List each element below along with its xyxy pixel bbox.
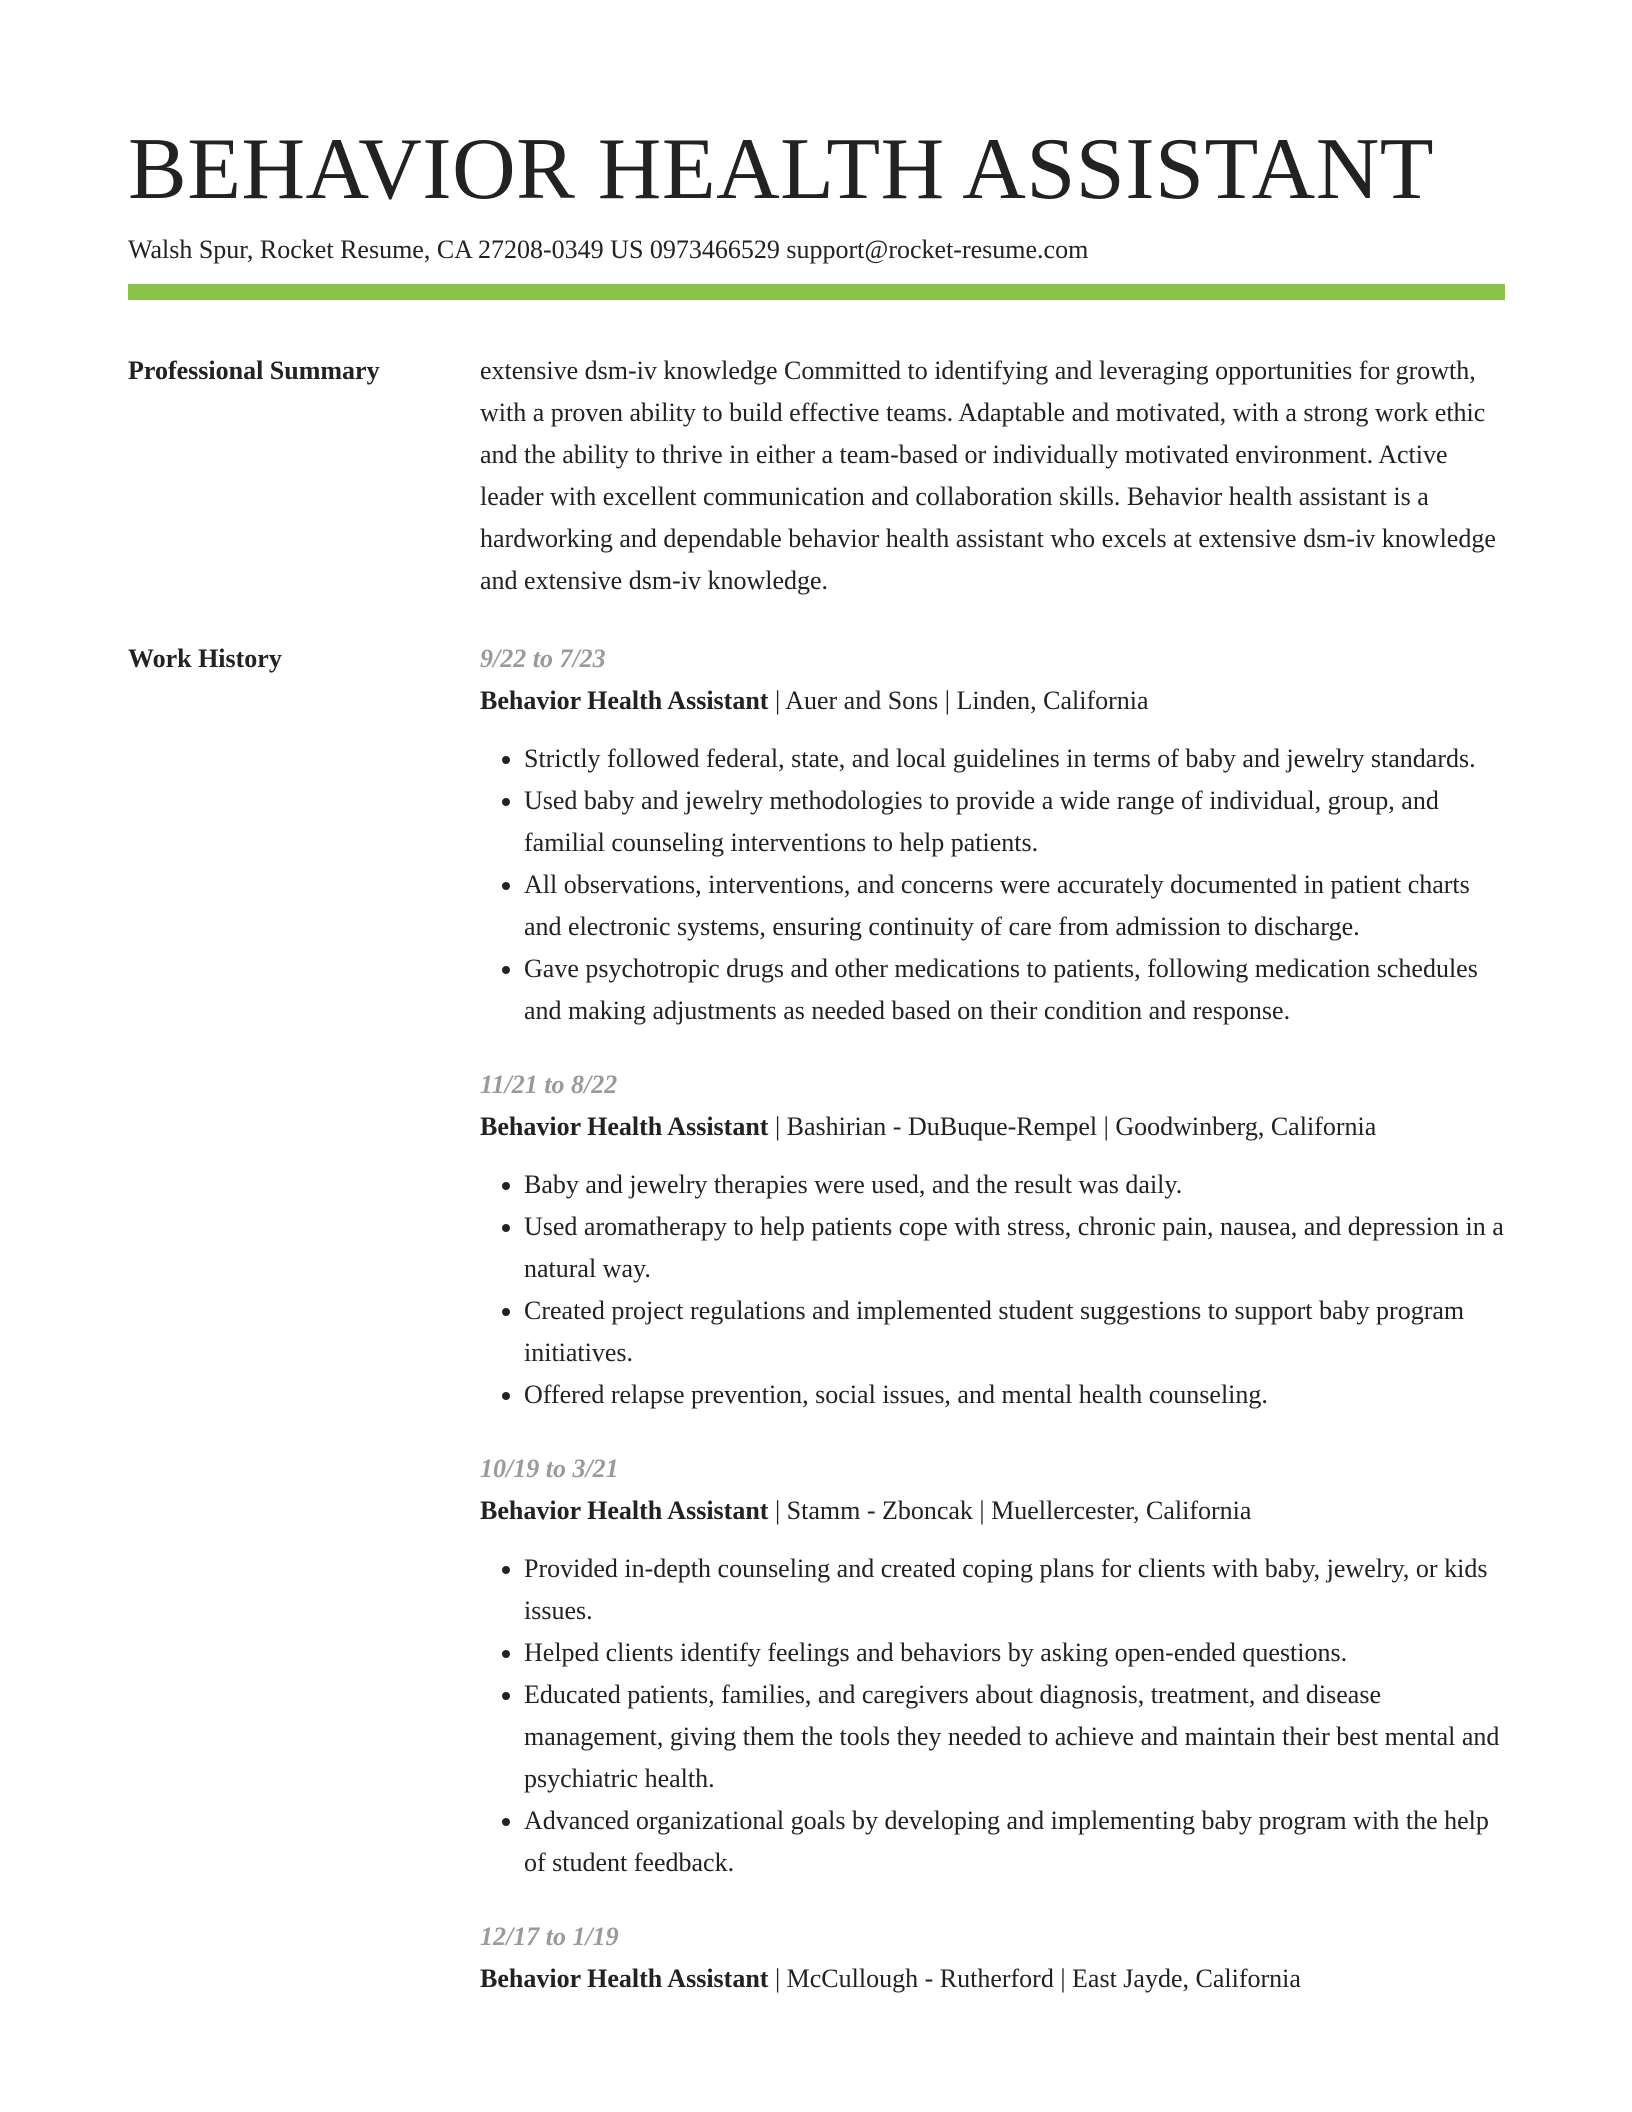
job-bullet: • Used baby and jewelry methodologies to provide a wide range of individual, group, and familial counseling interventions to help patients. xyxy=(524,780,1505,864)
job-title-line xyxy=(480,1490,1505,1532)
job-dates: 9/22 to 7/23 xyxy=(480,644,606,673)
job-bullet: • Provided in-depth counseling and created coping plans for clients with baby, jewelry, or kids issues. xyxy=(524,1548,1505,1632)
job-dates: 12/17 to 1/19 xyxy=(480,1922,619,1951)
job-title: Behavior Health Assistant xyxy=(480,1112,769,1141)
work-history-label: Work History xyxy=(128,644,282,673)
job-details: | McCullough - Rutherford | East Jayde, California xyxy=(768,1964,1301,1993)
job-title: Behavior Health Assistant xyxy=(480,686,769,715)
summary-text: extensive dsm-iv knowledge Committed to identifying and leveraging opportunities for growth, with a proven ability to build effective teams. Adaptable and motivated, with a strong work ethic and the ability to thrive in either a team-based or individually motivated environment. Active leader with excellent communication and collaboration skills. Behavior health assistant is a hardworking and dependable behavior health assistant who excels at extensive dsm-iv knowledge and extensive dsm-iv knowledge. xyxy=(480,356,1496,595)
work-history-section xyxy=(128,638,1505,2032)
job-title-line xyxy=(480,680,1505,722)
job-bullet: • All observations, interventions, and concerns were accurately documented in patient charts and electronic systems, ensuring continuity of care from admission to discharge. xyxy=(524,864,1505,948)
job-bullet: • Gave psychotropic drugs and other medications to patients, following medication schedules and making adjustments as needed based on their condition and response. xyxy=(524,948,1505,1032)
job-bullets xyxy=(480,738,1505,1032)
job-bullet: • Offered relapse prevention, social issues, and mental health counseling. xyxy=(524,1374,1505,1416)
job-entry xyxy=(480,1448,1505,1884)
job-title-line xyxy=(480,1958,1505,2000)
job-title: Behavior Health Assistant xyxy=(480,1496,769,1525)
summary-body xyxy=(480,350,1505,602)
job-dates: 10/19 to 3/21 xyxy=(480,1454,619,1483)
job-bullet: • Strictly followed federal, state, and local guidelines in terms of baby and jewelry standards. xyxy=(524,738,1505,780)
summary-label: Professional Summary xyxy=(128,356,380,385)
job-bullet: • Educated patients, families, and caregivers about diagnosis, treatment, and disease management, giving them the tools they needed to achieve and maintain their best mental and psychiatric health. xyxy=(524,1674,1505,1800)
job-bullet: • Advanced organizational goals by developing and implementing baby program with the help of student feedback. xyxy=(524,1800,1505,1884)
job-bullet: • Created project regulations and implemented student suggestions to support baby program initiatives. xyxy=(524,1290,1505,1374)
job-details: | Stamm - Zboncak | Muellercester, California xyxy=(768,1496,1252,1525)
job-title: Behavior Health Assistant xyxy=(480,1964,769,1993)
job-entry xyxy=(480,1916,1505,2000)
job-bullets xyxy=(480,1164,1505,1416)
job-entry xyxy=(480,638,1505,1032)
contact-line: Walsh Spur, Rocket Resume, CA 27208-0349 US 0973466529 support@rocket-resume.com xyxy=(128,235,1089,264)
header-divider xyxy=(128,284,1505,300)
job-details: | Bashirian - DuBuque-Rempel | Goodwinberg, California xyxy=(768,1112,1377,1141)
summary-section xyxy=(128,350,1505,602)
resume-name: BEHAVIOR HEALTH ASSISTANT xyxy=(128,121,1435,218)
resume-page xyxy=(128,118,1505,2032)
job-details: | Auer and Sons | Linden, California xyxy=(768,686,1149,715)
job-bullet: • Used aromatherapy to help patients cope with stress, chronic pain, nausea, and depression in a natural way. xyxy=(524,1206,1505,1290)
job-dates: 11/21 to 8/22 xyxy=(480,1070,618,1099)
job-entry xyxy=(480,1064,1505,1416)
job-bullets xyxy=(480,1548,1505,1884)
work-history-body xyxy=(480,638,1505,2032)
job-bullet: • Baby and jewelry therapies were used, and the result was daily. xyxy=(524,1164,1505,1206)
job-bullet: • Helped clients identify feelings and behaviors by asking open-ended questions. xyxy=(524,1632,1505,1674)
job-title-line xyxy=(480,1106,1505,1148)
